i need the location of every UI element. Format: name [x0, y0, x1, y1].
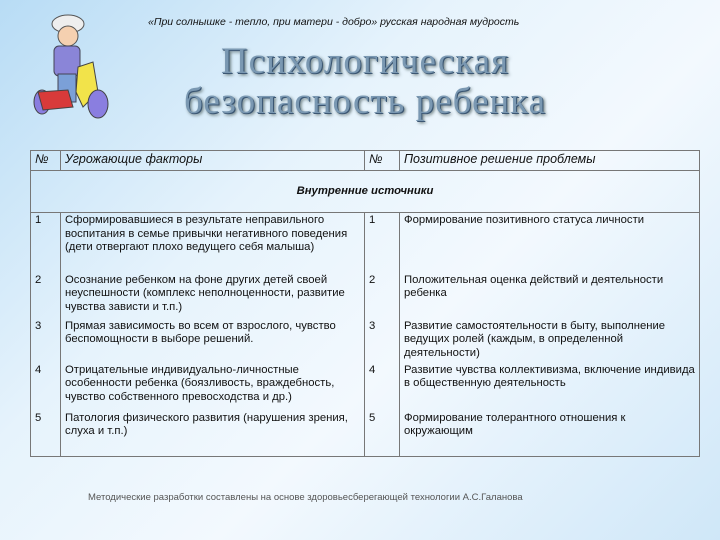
solution-number: 5 [365, 411, 400, 457]
proverb-quote: «При солнышке - тепло, при матери - добро» русская народная мудрость [148, 16, 520, 28]
threat-cell: Осознание ребенком на фоне других детей своей неуспешности (комплекс неполноценности, развитие чувства зависти и т.п.) [61, 273, 365, 319]
threat-cell: Отрицательные индивидуально-личностные особенности ребенка (боязливость, враждебность, чувство собственного превосходства и др.) [61, 363, 365, 411]
solution-cell: Формирование позитивного статуса личности [400, 213, 700, 273]
solution-number: 3 [365, 319, 400, 363]
solution-cell: Формирование толерантного отношения к окружающим [400, 411, 700, 457]
solution-number: 2 [365, 273, 400, 319]
header-solutions: Позитивное решение проблемы [400, 151, 700, 171]
title-line-1: Психологическая [220, 41, 510, 82]
header-number: № [31, 151, 61, 171]
solution-cell: Развитие чувства коллективизма, включение индивида в общественную деятельность [400, 363, 700, 411]
solution-cell: Развитие самостоятельности в быту, выполнение ведущих ролей (каждым, в определенной деятельности) [400, 319, 700, 363]
table-row [31, 213, 700, 273]
solution-number: 1 [365, 213, 400, 273]
header-threats: Угрожающие факторы [61, 151, 365, 171]
table-row [31, 319, 700, 363]
solution-number: 4 [365, 363, 400, 411]
title-line-2: безопасность ребенка [183, 81, 546, 122]
footer-note: Методические разработки составлены на основе здоровьесберегающей технологии А.С.Галанова [88, 492, 523, 503]
child-on-tricycle-illustration [28, 12, 118, 122]
header-number-2: № [365, 151, 400, 171]
threat-cell: Прямая зависимость во всем от взрослого, чувство беспомощности в выборе решений. [61, 319, 365, 363]
table-row [31, 363, 700, 411]
solution-cell: Положительная оценка действий и деятельности ребенка [400, 273, 700, 319]
section-heading: Внутренние источники [31, 171, 700, 213]
threat-cell: Патология физического развития (нарушения зрения, слуха и т.п.) [61, 411, 365, 457]
table-header-row [31, 151, 700, 171]
row-number: 4 [31, 363, 61, 411]
safety-factors-table [30, 150, 700, 457]
page-title [150, 42, 580, 122]
row-number: 3 [31, 319, 61, 363]
table-row [31, 411, 700, 457]
threat-cell: Сформировавшиеся в результате неправильного воспитания в семье привычки негативного поведения (дети отвергают плохо ведущего себя малыша) [61, 213, 365, 273]
row-number: 1 [31, 213, 61, 273]
table-row [31, 273, 700, 319]
row-number: 2 [31, 273, 61, 319]
row-number: 5 [31, 411, 61, 457]
